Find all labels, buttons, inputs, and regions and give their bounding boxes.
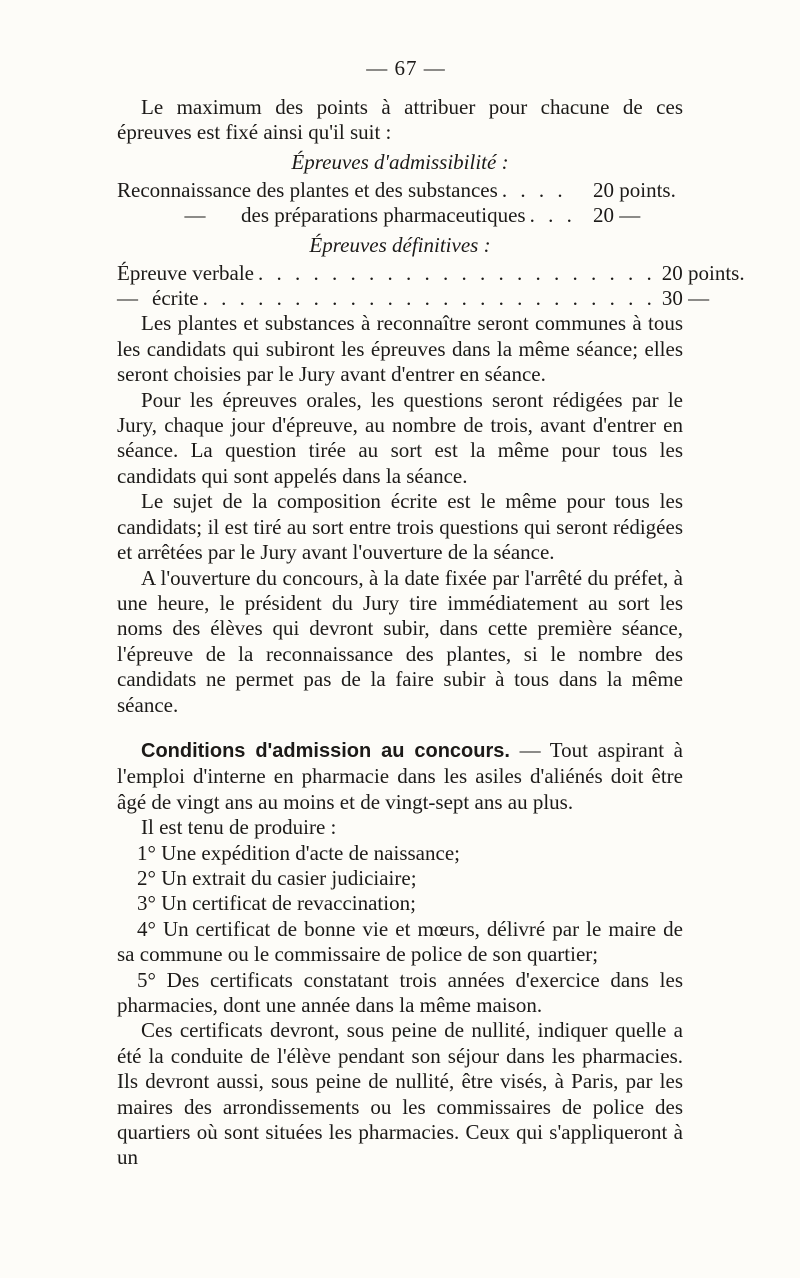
list-item: 4° Un certificat de bonne vie et mœurs, délivré par le maire de sa commune ou le commissaire de police de son quartier; <box>117 916 683 967</box>
row-leader-dots: . . . . . . . . . . . . . . . . . . . . . . . . . <box>202 286 656 311</box>
paragraph: Les plantes et substances à reconnaître seront communes à tous les candidats qui subiront les épreuves dans la même séance; elles seront choisies par le Jury avant d'entrer en séance. <box>117 311 683 387</box>
ditto-dash: — <box>184 203 206 228</box>
row-points: 30 — <box>661 286 710 311</box>
definitive-heading: Épreuves définitives : <box>309 232 491 257</box>
row-leader-dots: . . . . . . . . . . . . . . . . . . . . . . <box>258 260 656 285</box>
row-label: Épreuve verbale <box>117 260 255 285</box>
row-leader-dots: . . . <box>529 203 576 228</box>
section-spacer <box>117 718 683 738</box>
paragraph: A l'ouverture du concours, à la date fixée par l'arrêté du préfet, à une heure, le président du Jury tire immédiatement au sort les noms des élèves qui devront subir, dans cette première séance, l'épreuve de la reconnaissance des plantes, si le nombre des candidats ne permet pas de la faire subir à tous dans la même séance. <box>117 565 683 717</box>
list-item: 5° Des certificats constatant trois années d'exercice dans les pharmacies, dont une année dans la même maison. <box>117 967 683 1017</box>
must-produce-line: Il est tenu de produire : <box>141 815 337 840</box>
row-label: Reconnaissance des plantes et des substances <box>117 177 498 202</box>
conditions-paragraph <box>117 738 683 815</box>
conditions-title: Conditions d'admission au concours. <box>141 739 510 762</box>
row-points: 20 points. <box>593 177 676 202</box>
intro-paragraph: Le maximum des points à attribuer pour chacune de ces épreuves est fixé ainsi qu'il suit : <box>117 95 683 145</box>
closing-paragraph: Ces certificats devront, sous peine de nullité, indiquer quelle a été la conduite de l'élève pendant son séjour dans les pharmacies. Ils devront aussi, sous peine de nullité, être visés, à Paris, par les maires des arrondissements ou les commissaires de police des quartiers où sont situées les pharmacies. Ceux qui s'appliqueront à un <box>117 1018 683 1170</box>
points-row <box>117 286 710 311</box>
row-leader-dots: . . . . <box>501 177 567 202</box>
list-item: 3° Un certificat de revaccination; <box>137 891 416 916</box>
row-points: 20 points. <box>661 260 745 285</box>
paragraph: Le sujet de la composition écrite est le même pour tous les candidats; il est tiré au sort entre trois questions qui seront rédigées et arrêtées par le Jury avant l'ouverture de la séance. <box>117 489 683 565</box>
admissibility-heading: Épreuves d'admissibilité : <box>291 149 509 174</box>
row-label: écrite <box>152 286 199 311</box>
conditions-text: — Tout aspirant à l'emploi d'interne en pharmacie dans les asiles d'aliénés doit être âgé de vingt ans au moins et de vingt-sept ans au plus. <box>117 737 683 814</box>
points-row <box>117 178 683 203</box>
text-block <box>117 56 745 1171</box>
row-label: des préparations pharmaceutiques <box>241 203 526 228</box>
ditto-dash: — <box>117 286 138 311</box>
points-row <box>117 203 683 228</box>
list-item: 1° Une expédition d'acte de naissance; <box>137 840 460 865</box>
page-number: — 67 — <box>366 56 446 80</box>
row-points: 20 — <box>593 203 641 228</box>
paragraph: Pour les épreuves orales, les questions seront rédigées par le Jury, chaque jour d'épreuve, au nombre de trois, avant d'entrer en séance. La question tirée au sort est la même pour tous les candidats qui sont appelés dans la séance. <box>117 387 683 488</box>
list-item: 2° Un extrait du casier judiciaire; <box>137 865 417 890</box>
points-row <box>117 260 745 286</box>
